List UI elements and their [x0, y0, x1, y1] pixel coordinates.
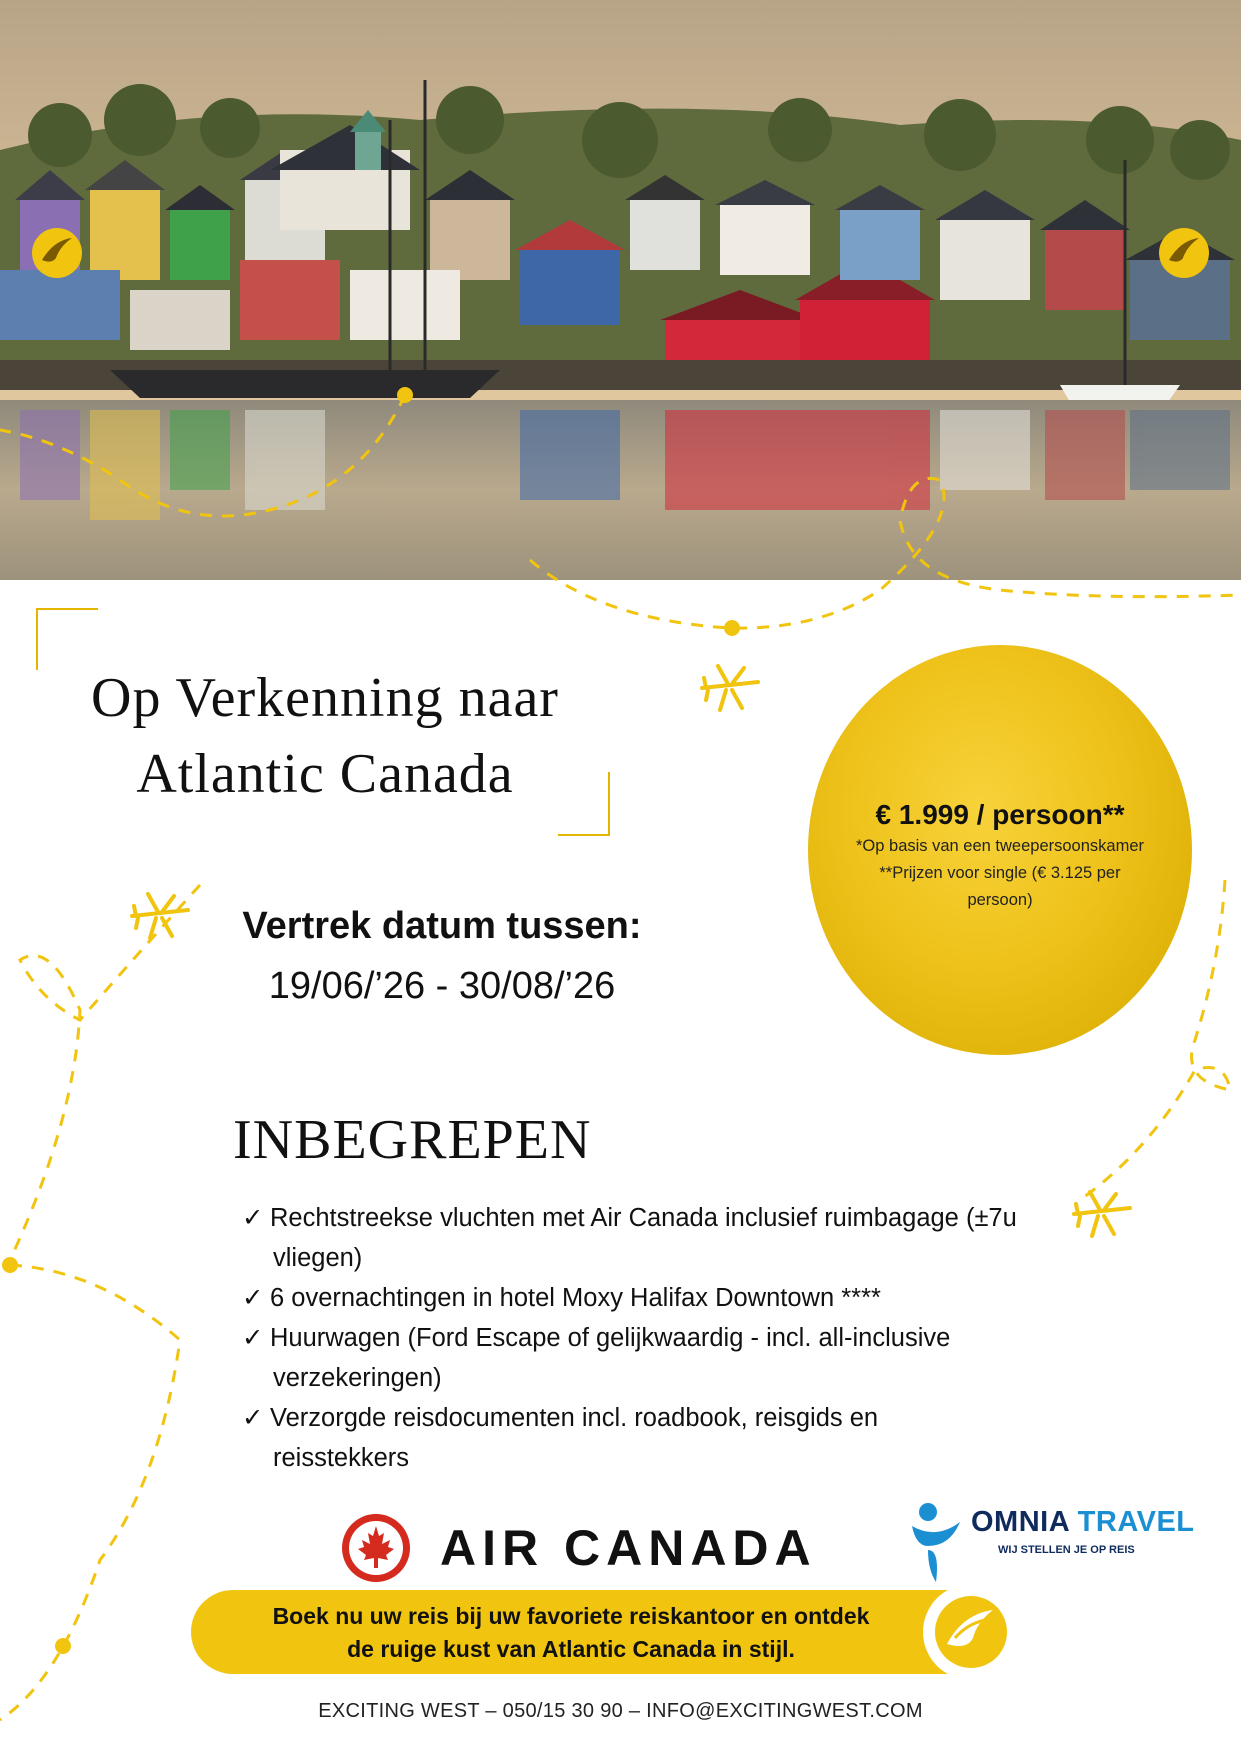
exciting-west-logo-icon — [30, 226, 84, 285]
air-canada-wordmark: AIR CANADA — [440, 1520, 817, 1576]
airplane-icon — [128, 888, 192, 949]
cta-banner — [191, 1590, 1013, 1674]
page-title — [40, 660, 610, 812]
price-amount: € 1.999 / persoon** — [875, 799, 1125, 830]
airplane-icon — [1070, 1186, 1134, 1247]
price-note: **Prijzen voor single (€ 3.125 per persoon) — [879, 864, 1121, 909]
price-circle — [808, 645, 1192, 1055]
included-list — [238, 1198, 1018, 1478]
check-icon: ✓ — [242, 1284, 264, 1312]
omnia-travel-logo — [906, 1500, 1206, 1584]
check-icon: ✓ — [242, 1324, 264, 1352]
maple-leaf-icon — [340, 1512, 412, 1584]
air-canada-logo — [340, 1510, 817, 1586]
cta-text: Boek nu uw reis bij uw favoriete reiskantoor en ontdek de ruige kust van Atlantic Canada in stijl. — [272, 1603, 870, 1662]
check-icon: ✓ — [242, 1404, 264, 1432]
check-icon: ✓ — [242, 1204, 264, 1232]
omnia-tagline: WIJ STELLEN JE OP REIS — [998, 1544, 1135, 1556]
included-title: INBEGREPEN — [233, 1109, 592, 1171]
airplane-icon — [698, 660, 762, 721]
exciting-west-logo-icon — [1157, 226, 1211, 285]
departure-dates: 19/06/’26 - 30/08/’26 — [268, 965, 616, 1007]
title-line: Op Verkenning naar — [91, 667, 559, 729]
eagle-logo-icon — [933, 1594, 1009, 1670]
price-note: *Op basis van een tweepersoonskamer — [856, 837, 1144, 855]
departure-label: Vertrek datum tussen: — [242, 905, 642, 947]
hero-photo — [0, 0, 1241, 580]
exciting-west-badge — [923, 1584, 1019, 1680]
list-item: ✓ Huurwagen (Ford Escape of gelijkwaardig - incl. all-inclusive verzekeringen) — [238, 1318, 1018, 1398]
omnia-wordmark: OMNIA TRAVEL — [971, 1506, 1195, 1538]
footer-contact: EXCITING WEST – 050/15 30 90 – INFO@EXCITINGWEST.COM — [318, 1700, 923, 1722]
list-item: ✓ Rechtstreekse vluchten met Air Canada inclusief ruimbagage (±7u vliegen) — [238, 1198, 1018, 1278]
title-line: Atlantic Canada — [136, 743, 514, 805]
list-item: ✓ 6 overnachtingen in hotel Moxy Halifax Downtown **** — [238, 1278, 1018, 1318]
list-item: ✓ Verzorgde reisdocumenten incl. roadbook, reisgids en reisstekkers — [238, 1398, 1018, 1478]
person-icon — [906, 1500, 966, 1584]
